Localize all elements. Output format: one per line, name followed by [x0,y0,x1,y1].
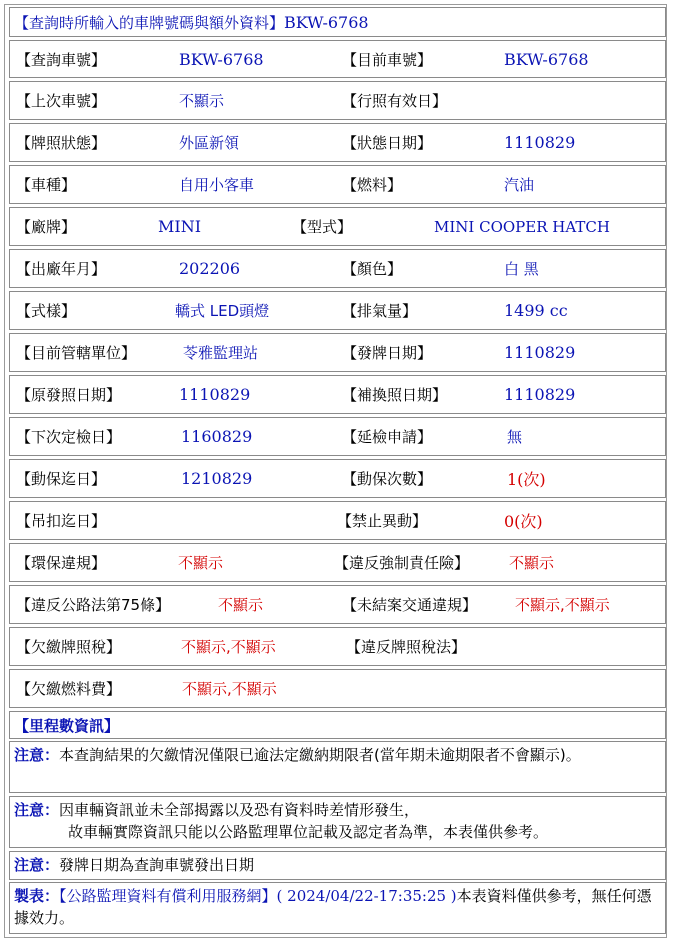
row-chattel-mortgage [9,459,666,498]
value-insurance-violation: 不顯示 [509,554,555,572]
note-1-label: 注意： [14,746,60,764]
row-previous-plate [9,81,666,120]
value-original-license-date: 1110829 [179,385,251,404]
row-suspension [9,501,666,540]
label-issue-date: 【發牌日期】 [342,344,433,362]
row-plate-status [9,123,666,162]
label-inspection-extension: 【延檢申請】 [342,428,433,446]
row-inspection [9,417,666,456]
label-environmental-violation: 【環保違規】 [16,554,107,572]
label-previous-plate: 【上次車號】 [16,92,107,110]
label-fuel: 【燃料】 [342,176,403,194]
footer-label: 製表： [14,887,60,905]
value-model: MINI COOPER HATCH [434,217,610,236]
label-next-inspection-date: 【下次定檢日】 [16,428,122,446]
value-color: 白 黑 [504,260,539,278]
row-license-dates [9,375,666,414]
label-vehicle-type: 【車種】 [16,176,77,194]
label-query-plate: 【查詢車號】 [16,50,107,69]
header-title-label: 【查詢時所輸入的車牌號碼與額外資料】 [14,13,285,32]
label-style: 【式樣】 [16,302,77,320]
row-violations-env [9,543,666,582]
value-issue-date: 1110829 [504,343,576,362]
value-mortgage-end-date: 1210829 [181,469,253,488]
row-style [9,291,666,330]
footer-timestamp: ( 2024/04/22-17:35:25 ) [276,887,457,905]
value-style: 轎式 LED頭燈 [175,302,270,320]
value-status-date: 1110829 [504,133,576,152]
footer-source [9,882,666,934]
note-1-text: 本查詢結果的欠繳情況僅限已逾法定繳納期限者(當年期未逾期限者不會顯示)。 [59,746,581,764]
note-2-label: 注意： [14,801,60,819]
label-license-valid-date: 【行照有效日】 [342,92,448,110]
value-unpaid-license-tax: 不顯示,不顯示 [181,638,276,656]
value-inspection-extension: 無 [507,428,523,446]
label-original-license-date: 【原發照日期】 [16,386,122,404]
label-brand: 【廠牌】 [16,218,77,236]
value-previous-plate: 不顯示 [179,92,225,110]
row-brand [9,207,666,246]
label-manufacture-date: 【出廠年月】 [16,260,107,278]
label-mortgage-end-date: 【動保迄日】 [16,470,107,488]
value-unsettled-traffic-violation: 不顯示,不顯示 [515,596,610,614]
value-plate-status: 外區新領 [179,134,240,152]
header-title-value: BKW-6768 [284,12,369,32]
value-mortgage-count: 1(次) [507,470,546,489]
footer-text: 本表資料僅供參考，無任何憑據效力。 [14,887,652,927]
label-insurance-violation: 【違反強制責任險】 [334,554,470,572]
value-manufacture-date: 202206 [179,259,241,278]
label-status-date: 【狀態日期】 [342,134,433,152]
value-brand: MINI [158,217,202,236]
note-unpaid [9,741,666,793]
label-plate-status: 【牌照狀態】 [16,134,107,152]
row-fuel-fee [9,669,666,708]
row-plate-numbers [9,40,666,78]
row-violations-traffic [9,585,666,624]
label-current-plate: 【目前車號】 [342,50,433,69]
label-suspension-end-date: 【吊扣迄日】 [16,512,107,530]
row-mileage-info [9,711,666,739]
note-3-label: 注意： [14,856,60,874]
row-vehicle-type [9,165,666,204]
label-mortgage-count: 【動保次數】 [342,470,433,488]
value-displacement: 1499 cc [504,301,568,320]
note-2-line-1: 因車輛資訊並未全部揭露以及恐有資料時差情形發生， [59,801,420,819]
note-issue-date [9,851,666,880]
label-displacement: 【排氣量】 [342,302,418,320]
label-highway-act-violation: 【違反公路法第75條】 [16,596,171,614]
label-unsettled-traffic-violation: 【未結案交通違規】 [342,596,478,614]
footer-source-name: 【公路監理資料有償利用服務網】 [59,887,277,905]
label-color: 【顏色】 [342,260,403,278]
mileage-info-title: 【里程數資訊】 [14,716,120,735]
label-transfer-prohibited: 【禁止異動】 [337,512,428,530]
value-current-plate: BKW-6768 [504,49,589,69]
label-model: 【型式】 [292,218,353,236]
row-license-tax [9,627,666,666]
header-row [9,7,666,37]
value-replacement-license-date: 1110829 [504,385,576,404]
note-2-line-2: 故車輛實際資訊只能以公路監理單位記載及認定者為準，本表僅供參考。 [68,823,549,841]
value-unpaid-fuel-fee: 不顯示,不顯示 [182,680,277,698]
value-transfer-prohibited: 0(次) [504,512,543,531]
value-fuel: 汽油 [504,176,535,194]
value-next-inspection-date: 1160829 [181,427,253,446]
note-disclaimer [9,796,666,848]
value-environmental-violation: 不顯示 [178,554,224,572]
note-3-text: 發牌日期為查詢車號發出日期 [59,856,255,874]
value-vehicle-type: 自用小客車 [179,176,255,194]
row-manufacture [9,249,666,288]
label-replacement-license-date: 【補換照日期】 [342,386,448,404]
value-highway-act-violation: 不顯示 [218,596,264,614]
label-unpaid-license-tax: 【欠繳牌照稅】 [16,638,122,656]
label-unpaid-fuel-fee: 【欠繳燃料費】 [16,680,122,698]
label-jurisdiction: 【目前管轄單位】 [16,344,137,362]
value-jurisdiction: 苓雅監理站 [183,344,259,362]
label-license-tax-violation: 【違反牌照稅法】 [346,638,467,656]
value-query-plate: BKW-6768 [179,49,264,69]
row-jurisdiction [9,333,666,372]
